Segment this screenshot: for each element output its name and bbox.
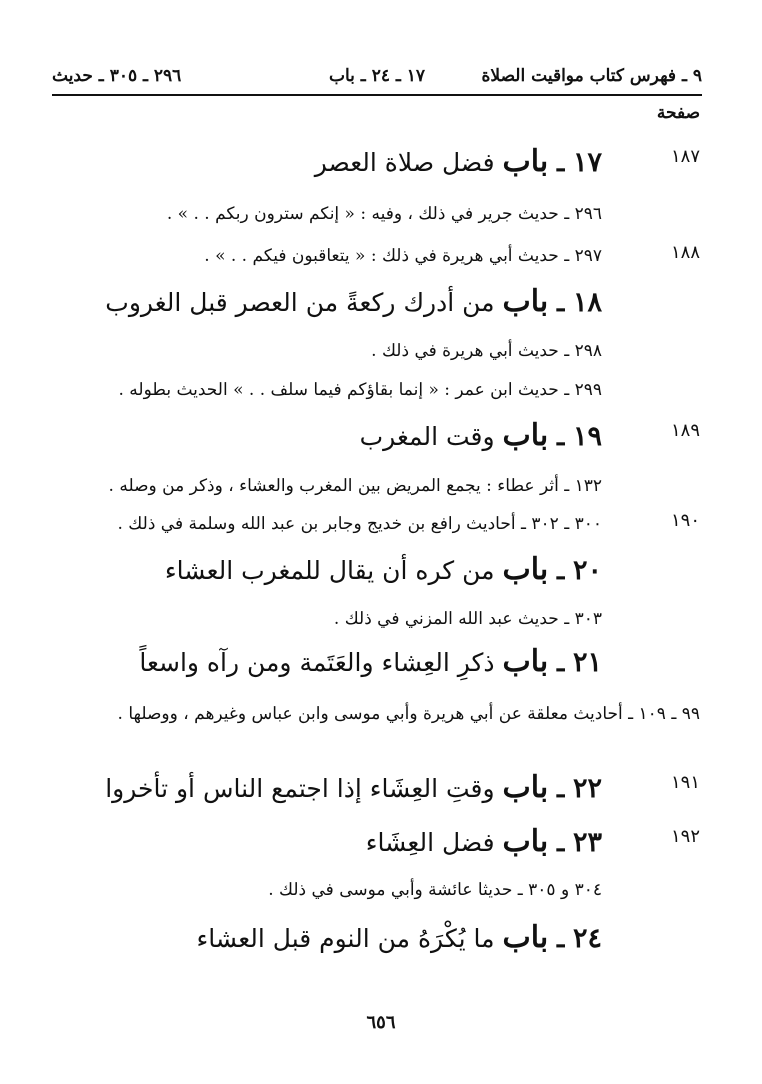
entry-text: ٣٠٠ ـ ٣٠٢ ـ أحاديث رافع بن خديج وجابر بن عبد الله وسلمة في ذلك .: [117, 514, 602, 534]
chapter-keyword: باب: [502, 770, 549, 805]
hadith-entry: [56, 605, 700, 633]
chapter-separator: ـ: [548, 774, 573, 803]
hadith-entry: [56, 242, 700, 270]
page-ref: ١٨٩: [670, 420, 700, 441]
chapter-title: من كره أن يقال للمغرب العشاء: [164, 556, 503, 585]
chapter-text: [56, 918, 602, 959]
chapter-number: ١٧: [572, 147, 602, 178]
header-title: ٩ ـ فهرس كتاب مواقيت الصلاة: [481, 66, 702, 86]
chapter-keyword: باب: [502, 284, 549, 319]
chapter-separator: ـ: [548, 288, 573, 317]
chapter-keyword: باب: [502, 144, 549, 179]
athar-entry: [56, 472, 700, 500]
page-number: ٦٥٦: [366, 1012, 396, 1033]
chapter-text: [56, 142, 602, 183]
chapter-title: ما يُكْرَهُ من النوم قبل العشاء: [196, 924, 503, 953]
hadith-entry: [56, 700, 700, 758]
chapter-keyword: باب: [502, 418, 549, 453]
page-ref: ١٩١: [670, 772, 700, 793]
chapter-text: [56, 282, 602, 323]
page-ref: ١٩٠: [670, 510, 700, 531]
chapter-title: وقت المغرب: [359, 422, 503, 451]
hadith-entry: [56, 200, 700, 228]
entry-text: ٣٠٤ و ٣٠٥ ـ حديثا عائشة وأبي موسى في ذلك .: [268, 880, 602, 900]
chapter-heading: [56, 142, 700, 182]
chapter-title: فضل العِشَاء: [365, 828, 503, 857]
chapter-text: [56, 768, 602, 809]
chapter-heading: [56, 822, 700, 862]
chapter-heading: [56, 416, 700, 456]
chapter-text: [56, 642, 602, 683]
chapter-separator: ـ: [548, 924, 573, 953]
page-ref: ١٨٧: [670, 146, 700, 167]
chapter-keyword: باب: [502, 552, 549, 587]
chapter-text: [56, 416, 602, 457]
header-rule: [52, 94, 702, 96]
chapter-text: [56, 822, 602, 863]
page-ref: ١٩٢: [670, 826, 700, 847]
page-column-label: صفحة: [656, 103, 700, 123]
chapter-separator: ـ: [548, 148, 573, 177]
chapter-number: ٢٠: [572, 555, 602, 586]
chapter-separator: ـ: [548, 648, 573, 677]
chapter-text: [56, 550, 602, 591]
chapter-number: ٢١: [572, 647, 602, 678]
chapter-heading: [56, 550, 700, 590]
chapter-heading: [56, 282, 700, 322]
chapter-heading: [56, 918, 700, 958]
chapter-title: ذكرِ العِشاء والعَتَمة ومن رآه واسعاً: [139, 648, 503, 677]
chapter-number: ٢٢: [572, 773, 602, 804]
chapter-title: وقتِ العِشَاء إذا اجتمع الناس أو تأخروا: [105, 774, 503, 803]
chapter-number: ١٨: [572, 287, 602, 318]
header-hadith-range: ٢٩٦ ـ ٣٠٥ ـ حديث: [52, 66, 182, 86]
chapter-heading: [56, 768, 700, 808]
chapter-number: ٢٤: [572, 923, 602, 954]
chapter-separator: ـ: [548, 556, 573, 585]
chapter-keyword: باب: [502, 920, 549, 955]
hadith-entry: [56, 876, 700, 904]
hadith-entry: [56, 337, 700, 365]
header-section-range: ١٧ ـ ٢٤ ـ باب: [328, 66, 426, 86]
entry-text: ٢٩٩ ـ حديث ابن عمر : « إنما بقاؤكم فيما سلف . . » الحديث بطوله .: [118, 380, 602, 400]
entry-text: ٢٩٦ ـ حديث جرير في ذلك ، وفيه : « إنكم سترون ربكم . . » .: [166, 204, 602, 224]
chapter-title: فضل صلاة العصر: [314, 148, 503, 177]
hadith-entry: [56, 510, 700, 538]
entry-text: ٢٩٨ ـ حديث أبي هريرة في ذلك .: [371, 341, 602, 361]
chapter-number: ١٩: [572, 421, 602, 452]
chapter-heading: [56, 642, 700, 682]
entry-text: ٣٠٣ ـ حديث عبد الله المزني في ذلك .: [333, 609, 602, 629]
page-ref: ١٨٨: [670, 242, 700, 263]
chapter-keyword: باب: [502, 824, 549, 859]
entry-text: ١٣٢ ـ أثر عطاء : يجمع المريض بين المغرب والعشاء ، وذكر من وصله .: [108, 476, 602, 496]
hadith-entry: [56, 376, 700, 404]
entry-text: ٢٩٧ ـ حديث أبي هريرة في ذلك : « يتعاقبون فيكم . . » .: [204, 246, 602, 266]
chapter-title: من أدرك ركعةً من العصر قبل الغروب: [105, 288, 503, 317]
chapter-number: ٢٣: [572, 827, 602, 858]
chapter-separator: ـ: [548, 828, 573, 857]
chapter-keyword: باب: [502, 644, 549, 679]
entry-text: ٩٩ ـ ١٠٩ ـ أحاديث معلقة عن أبي هريرة وأبي موسى وابن عباس وغيرهم ، ووصلها .: [117, 704, 700, 724]
chapter-separator: ـ: [548, 422, 573, 451]
running-header: [52, 62, 702, 90]
